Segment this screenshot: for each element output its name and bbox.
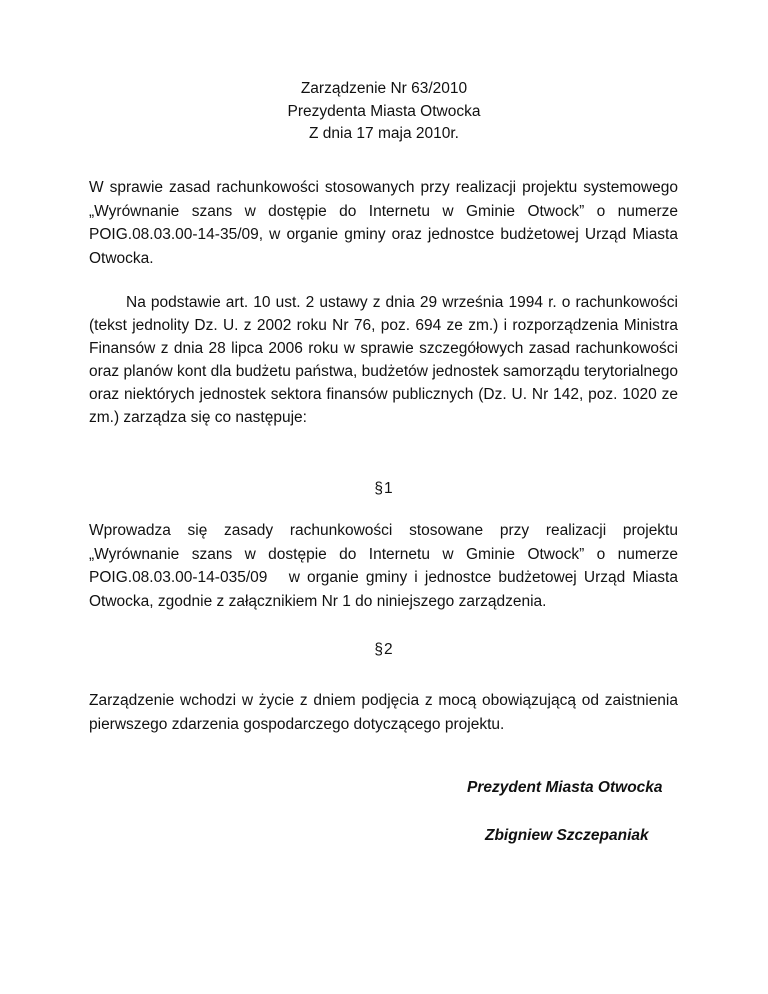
section-1-text: Wprowadza się zasady rachunkowości stosowane przy realizacji projektu „Wyrównanie szans w dostępie do Internetu w Gminie Otwock” o numerze POIG.08.03.00-14-035/09 w organie gminy i jednostce budżetowej Urząd Miasta Otwocka, zgodnie z załącznikiem Nr 1 do niniejszego zarządzenia. [89,522,683,611]
section-2-mark: §2 [374,641,394,658]
header-issuer: Prezydenta Miasta Otwocka [287,102,481,120]
legal-basis-paragraph: Na podstawie art. 10 ust. 2 ustawy z dnia 29 września 1994 r. o rachunkowości (tekst jednolity Dz. U. z 2002 roku Nr 76, poz. 694 ze zm.) i rozporządzenia Ministra Finansów z dnia 28 lipca 2006 roku w sprawie szczegółowych zasad rachunkowości oraz planów kont dla budżetu państwa, budżetów jednostek samorządu terytorialnego oraz niektórych jednostek sektora finansów publicznych (Dz. U. Nr 142, poz. 1020 ze zm.) zarządza się co następuje: [89,294,678,427]
signature-name: Zbigniew Szczepaniak [485,827,649,844]
document-header [0,78,768,146]
section-2-text: Zarządzenie wchodzi w życie z dniem podjęcia z mocą obowiązującą od zaistnienia pierwszego zdarzenia gospodarczego dotyczącego projektu. [89,692,678,733]
subject-paragraph: W sprawie zasad rachunkowości stosowanych przy realizacji projektu systemowego „Wyrównanie szans w dostępie do Internetu w Gminie Otwock” o numerze POIG.08.03.00-14-35/09, w organie gminy oraz jednostce budżetowej Urząd Miasta Otwocka. [89,179,678,268]
section-1-mark: §1 [374,480,394,497]
header-title: Zarządzenie Nr 63/2010 [300,80,468,97]
signature-title: Prezydent Miasta Otwocka [467,779,663,796]
header-date: Z dnia 17 maja 2010r. [309,125,459,142]
